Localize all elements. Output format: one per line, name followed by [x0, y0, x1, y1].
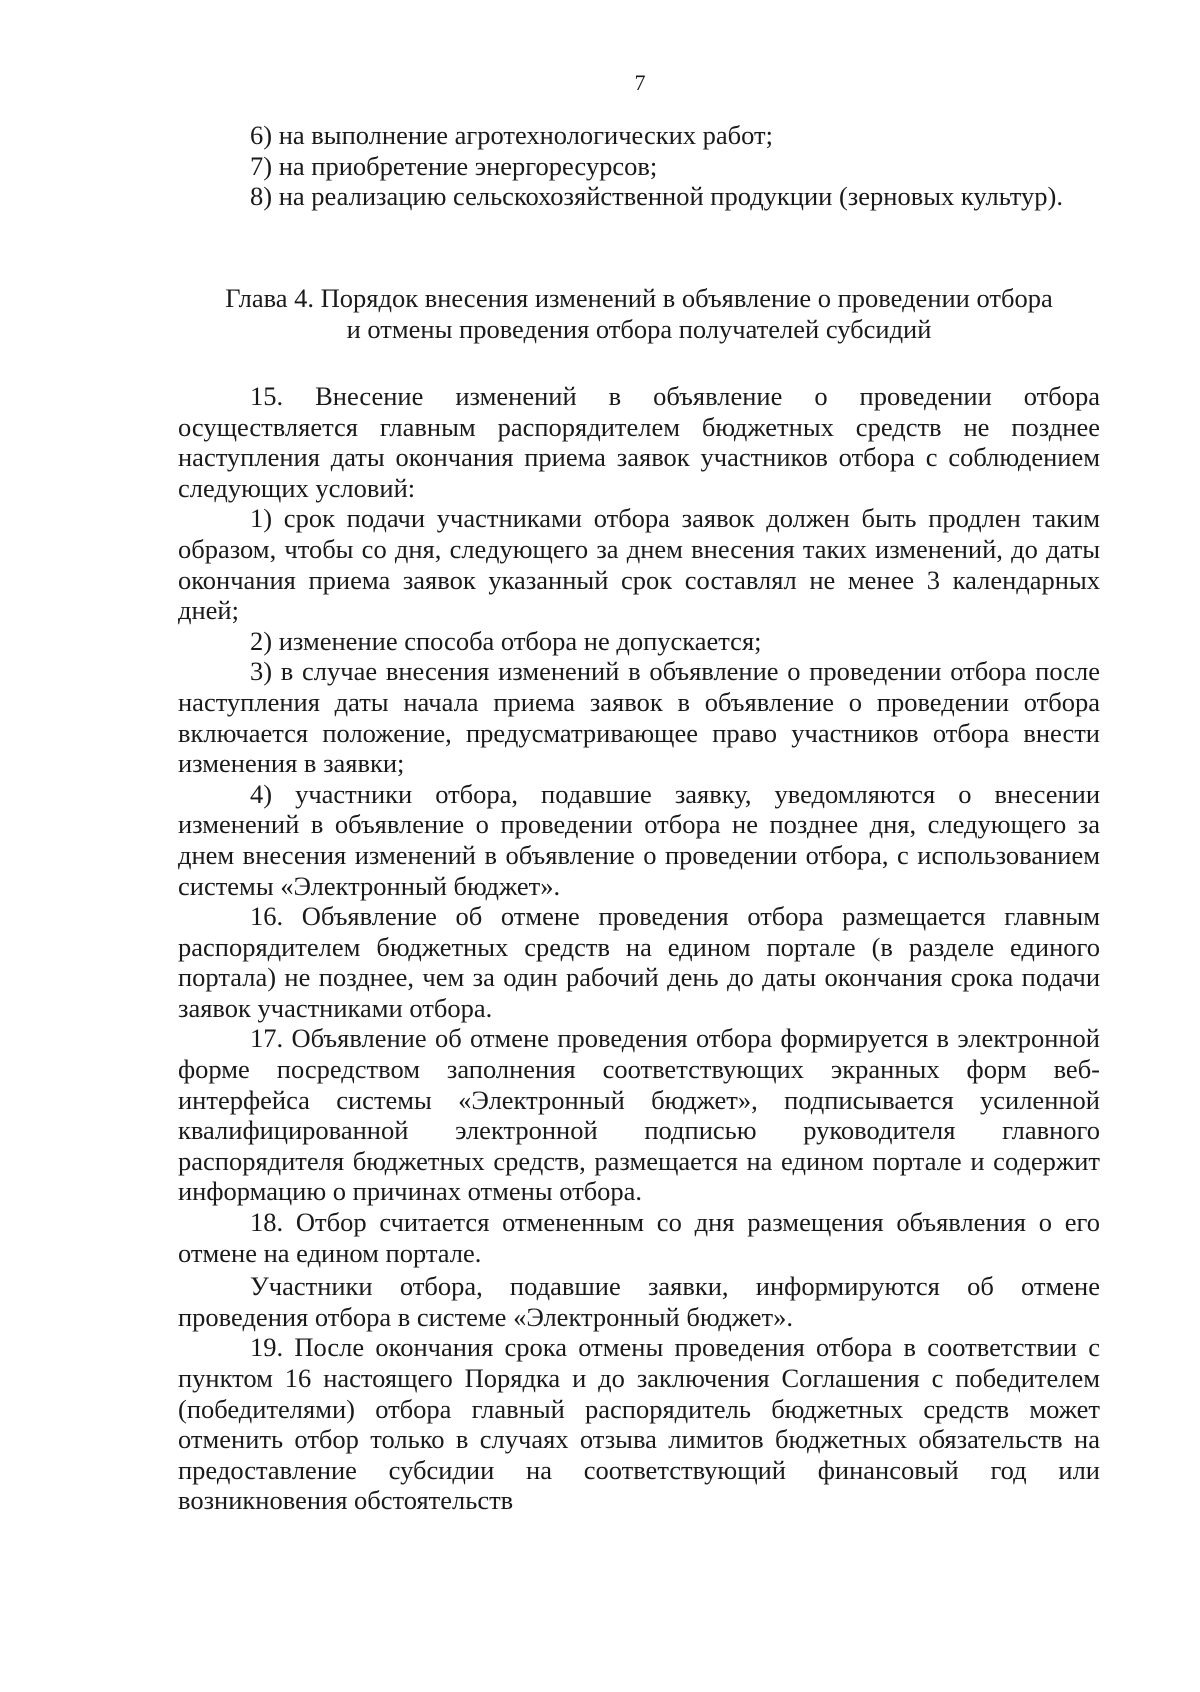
paragraph: 18. Отбор считается отмененным со дня размещения объявления о его отмене на едином портале. [178, 1207, 1100, 1268]
paragraph: Участники отбора, подавшие заявки, информируются об отмене проведения отбора в системе «Электронный бюджет». [178, 1271, 1100, 1332]
chapter-body [178, 381, 1100, 1516]
chapter-heading-line: Глава 4. Порядок внесения изменений в объявление о проведении отбора [225, 283, 1053, 313]
list-item: 8) на реализацию сельскохозяйственной продукции (зерновых культур). [250, 181, 1063, 212]
paragraph: 1) срок подачи участниками отбора заявок должен быть продлен таким образом, чтобы со дня, следующего за днем внесения таких изменений, до даты окончания приема заявок указанный срок составлял не менее 3 календарных дней; [178, 503, 1100, 626]
paragraph: 3) в случае внесения изменений в объявление о проведении отбора после наступления даты начала приема заявок в объявление о проведении отбора включается положение, предусматривающее право участников отбора внести изменения в заявки; [178, 656, 1100, 779]
paragraph: 19. После окончания срока отмены проведения отбора в соответствии с пунктом 16 настоящего Порядка и до заключения Соглашения с победителем (победителями) отбора главный распорядитель бюджетных средств может отменить отбор только в случаях отзыва лимитов бюджетных обязательств на предоставление субсидии на соответствующий финансовый год или возникновения обстоятельств [178, 1332, 1100, 1516]
paragraph: 2) изменение способа отбора не допускается; [250, 625, 762, 656]
paragraph: 15. Внесение изменений в объявление о проведении отбора осуществляется главным распорядителем бюджетных средств не позднее наступления даты окончания приема заявок участников отбора с соблюдением следующих условий: [178, 381, 1100, 503]
chapter-heading [178, 283, 1100, 345]
paragraph: 17. Объявление об отмене проведения отбора формируется в электронной форме посредством заполнения соответствующих экранных форм веб-интерфейса системы «Электронный бюджет», подписывается усиленной квалифицированной электронной подписью руководителя главного распорядителя бюджетных средств, размещается на едином портале и содержит информацию о причинах отмены отбора. [178, 1023, 1100, 1207]
chapter-heading-line: и отмены проведения отбора получателей субсидий [346, 314, 932, 344]
paragraph: 4) участники отбора, подавшие заявку, уведомляются о внесении изменений в объявление о проведении отбора не позднее дня, следующего за днем внесения изменений в объявление о проведении отбора, с использованием системы «Электронный бюджет». [178, 778, 1100, 901]
list-item: 7) на приобретение энергоресурсов; [250, 150, 658, 181]
list-item: 6) на выполнение агротехнологических работ; [250, 120, 773, 150]
page-number: 7 [634, 70, 646, 95]
list-top [178, 120, 1100, 212]
paragraph: 16. Объявление об отмене проведения отбора размещается главным распорядителем бюджетных средств на едином портале (в разделе единого портала) не позднее, чем за один рабочий день до даты окончания срока подачи заявок участниками отбора. [178, 901, 1100, 1023]
